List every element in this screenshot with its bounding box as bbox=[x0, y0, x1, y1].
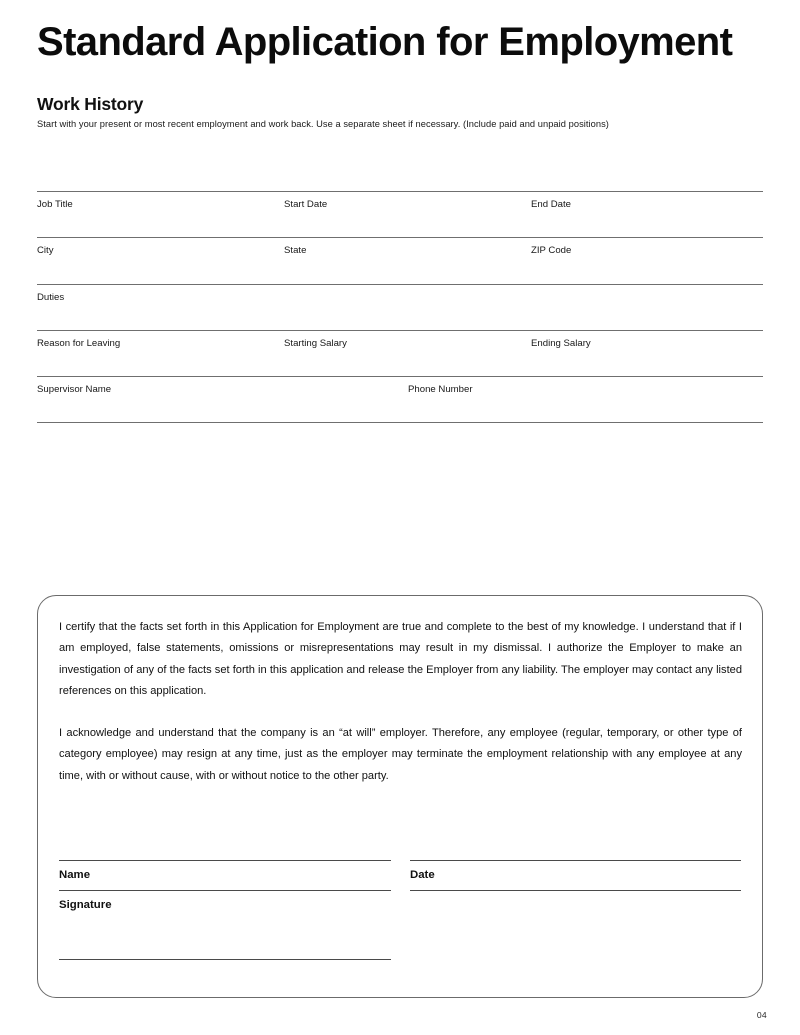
page-title: Standard Application for Employment bbox=[37, 20, 733, 64]
form-row[interactable] bbox=[37, 376, 763, 422]
date-field-rule-bottom bbox=[410, 890, 741, 891]
certification-paragraph-1: I certify that the facts set forth in this Application for Employment are true and complete to the best of my knowledge. I understand that if I am employed, false statements, omissions or misrepresentations may result in my dismissal. I authorize the Employer to make an investigation of any of the facts set forth in this application and release the Employer from any liability. The employer may contact any listed references on this application. bbox=[59, 621, 742, 697]
field-label-reason-for-leaving: Reason for Leaving bbox=[37, 337, 121, 349]
field-label-city: City bbox=[37, 245, 54, 257]
name-label: Name bbox=[59, 869, 91, 881]
form-row[interactable] bbox=[37, 237, 763, 283]
section-heading-work-history: Work History bbox=[37, 94, 144, 114]
field-label-supervisor-name: Supervisor Name bbox=[37, 384, 112, 396]
certification-paragraph-2: I acknowledge and understand that the company is an “at will” employer. Therefore, any employee (regular, temporary, or other type of category employee) may resign at any time, just as the employer may terminate the employment relationship with any employee at any time, with or without cause, with or without notice to the other party. bbox=[59, 727, 742, 782]
signature-label: Signature bbox=[59, 899, 112, 911]
signature-area bbox=[38, 596, 764, 999]
date-label: Date bbox=[410, 869, 435, 881]
field-label-phone-number: Phone Number bbox=[408, 384, 473, 396]
section-instructions: Start with your present or most recent employment and work back. Use a separate sheet if necessary. (Include paid and unpaid positions) bbox=[37, 119, 609, 129]
name-field-rule-bottom bbox=[59, 890, 391, 891]
date-field-rule-top bbox=[410, 860, 741, 861]
certification-box bbox=[37, 595, 763, 998]
name-field-rule-top bbox=[59, 860, 391, 861]
form-row[interactable] bbox=[37, 284, 763, 330]
field-label-duties: Duties bbox=[37, 291, 65, 303]
field-label-zip-code: ZIP Code bbox=[531, 245, 572, 257]
field-label-starting-salary: Starting Salary bbox=[284, 337, 347, 349]
field-label-ending-salary: Ending Salary bbox=[531, 337, 591, 349]
work-history-form bbox=[37, 191, 763, 423]
field-label-start-date: Start Date bbox=[284, 199, 328, 210]
form-row[interactable] bbox=[37, 191, 763, 237]
field-label-state: State bbox=[284, 245, 307, 257]
field-label-job-title: Job Title bbox=[37, 199, 73, 210]
field-label-end-date: End Date bbox=[531, 199, 572, 210]
signature-field-rule bbox=[59, 959, 391, 960]
form-row[interactable] bbox=[37, 330, 763, 376]
form-grid-closing-rule bbox=[37, 422, 763, 423]
page-number: 04 bbox=[756, 1010, 767, 1020]
